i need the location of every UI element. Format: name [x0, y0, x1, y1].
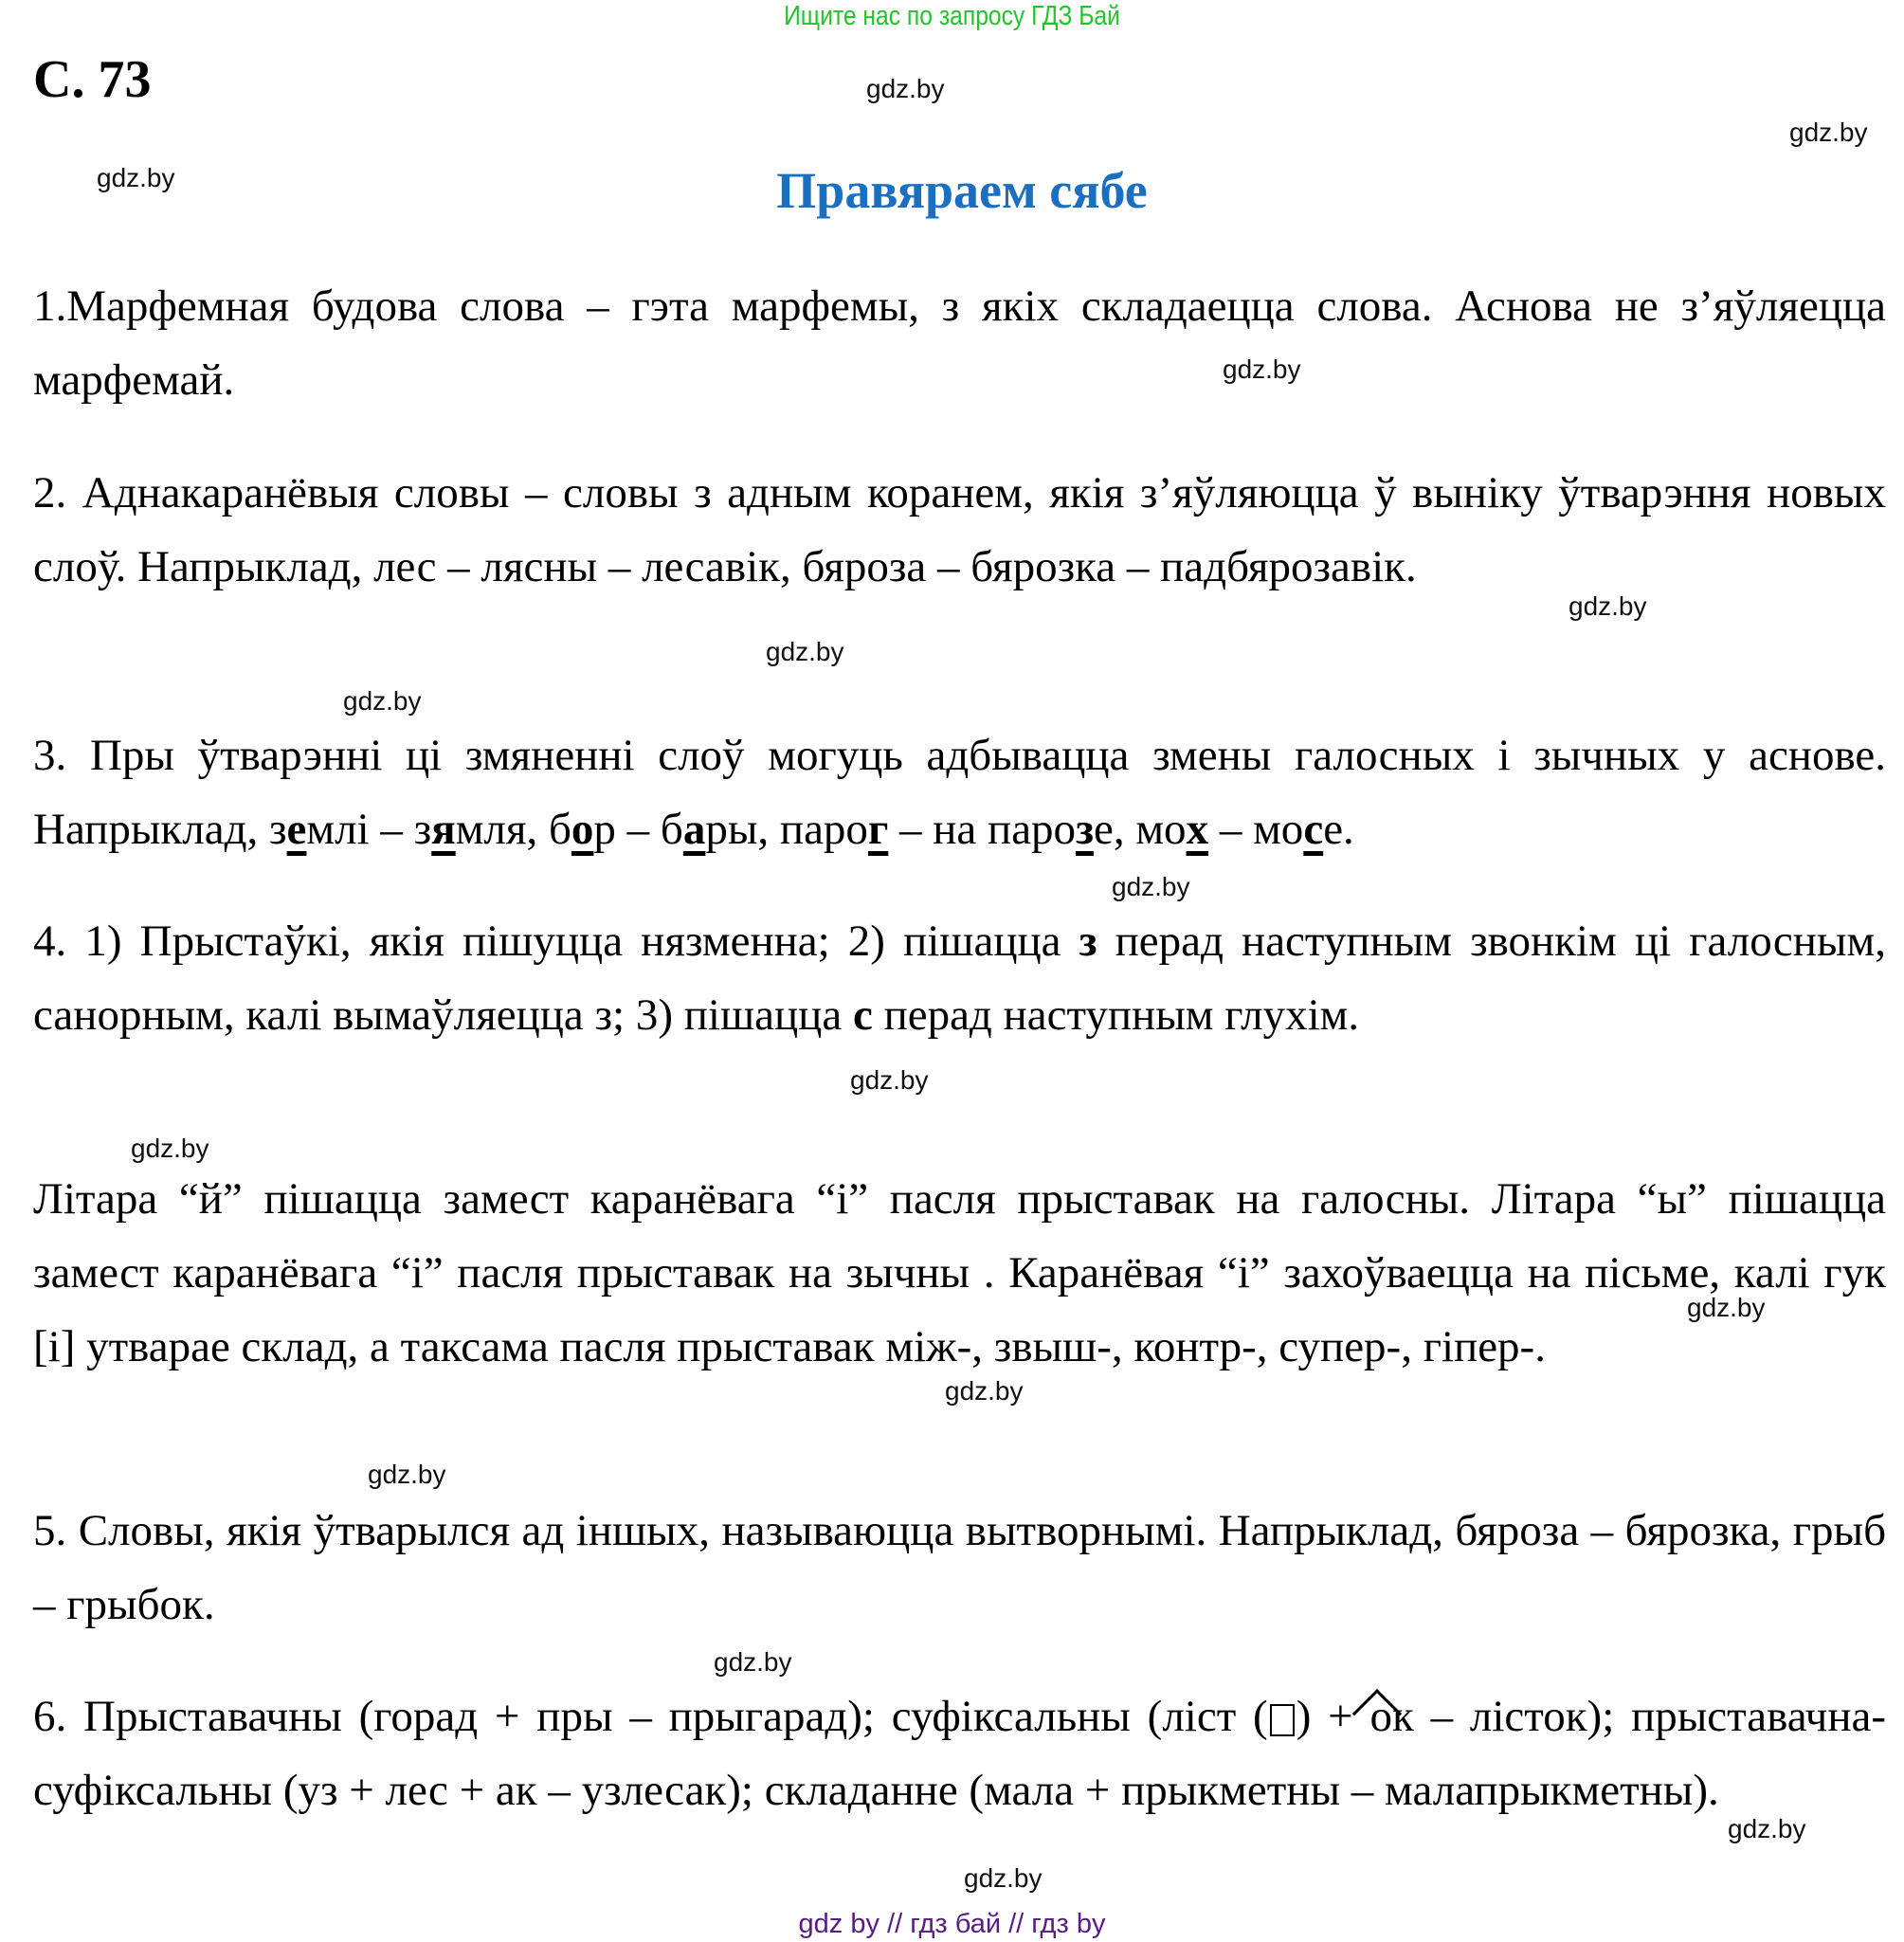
- answer-5: 5. Словы, якія ўтварылся ад іншых, называюцца вытворнымі. Напрыклад, бяроза – бярозка, грыб – грыбок.: [33, 1506, 1886, 1629]
- answer-6-text: ) +: [1296, 1692, 1370, 1741]
- watermark: gdz.by: [368, 1460, 446, 1489]
- changed-letter: г: [867, 805, 889, 854]
- suffix-mark: [1369, 1679, 1413, 1753]
- answer-6-text: – лісток); прыставачна-суфіксальны (уз + лес + ак – узлесак); складанне (мала + прыкметны – малапрыкметны).: [33, 1692, 1886, 1815]
- changed-letter: с: [1303, 805, 1324, 854]
- zero-ending-icon: [1270, 1704, 1295, 1736]
- watermark: gdz.by: [766, 637, 844, 666]
- example-text: млі – з: [306, 805, 432, 854]
- changed-letter: о: [571, 805, 594, 854]
- watermark: gdz.by: [866, 74, 945, 103]
- answer-1: 1.Марфемная будова слова – гэта марфемы, з якіх складаецца слова. Аснова не з’яўляецца марфемай.: [33, 281, 1886, 405]
- watermark: gdz.by: [945, 1376, 1024, 1406]
- example-text: – мо: [1208, 805, 1304, 854]
- changed-letter: х: [1186, 805, 1209, 854]
- answer-3: [33, 718, 1886, 866]
- changed-letter: е: [286, 805, 307, 854]
- answer-6: [33, 1679, 1886, 1827]
- answer-4-text: перад наступным звонкім ці галосным, санорным, калі вымаўляецца з; 3) пішацца: [33, 917, 1887, 1040]
- page-title: Правяраем сябе: [776, 162, 1148, 219]
- answer-6-text: 6. Прыставачны (горад + пры – прыгарад); суфіксальны (ліст (: [33, 1692, 1268, 1741]
- answer-3-intro: 3. Пры ўтварэнні ці змяненні слоў могуць адбывацца змены галосных і зычных у аснове. Напрыклад, з: [33, 731, 1886, 854]
- watermark: gdz.by: [1789, 118, 1868, 147]
- watermark: gdz.by: [343, 686, 422, 716]
- watermark: gdz.by: [1687, 1293, 1766, 1322]
- watermark: gdz.by: [714, 1647, 792, 1677]
- example-text: ры, паро: [705, 805, 868, 854]
- footer-links[interactable]: gdz by // гдз бай // гдз by: [798, 1909, 1106, 1939]
- bold-letter: з: [1079, 917, 1097, 966]
- watermark: gdz.by: [850, 1065, 929, 1095]
- example-text: е.: [1323, 805, 1354, 854]
- bold-letter: с: [852, 990, 873, 1040]
- search-banner[interactable]: Ищите нас по запросу ГДЗ Бай: [784, 1, 1120, 31]
- changed-letter: я: [431, 805, 456, 854]
- example-text: е, мо: [1093, 805, 1187, 854]
- answer-4-letters: Літара “й” пішацца замест каранёвага “і” пасля прыставак на галосны. Літара “ы” пішацца замест каранёвага “і” пасля прыставак на зычны . Каранёвая “і” захоўваецца на пісьме, калі гук [і] утварае склад, а таксама пасля прыставак між-, звыш-, контр-, супер-, гіпер-.: [33, 1174, 1886, 1371]
- answer-4-text: перад наступным глухім.: [872, 990, 1360, 1040]
- page-number: С. 73: [33, 50, 152, 109]
- suffix-text: ок: [1369, 1692, 1414, 1741]
- watermark: gdz.by: [97, 163, 175, 192]
- changed-letter: з: [1076, 805, 1094, 854]
- answer-4: [33, 904, 1886, 1052]
- watermark: gdz.by: [1223, 354, 1301, 384]
- watermark: gdz.by: [1112, 872, 1190, 901]
- answer-2: 2. Аднакаранёвыя словы – словы з адным коранем, якія з’яўляюцца ў выніку ўтварэння новых слоў. Напрыклад, лес – лясны – лесавік, бяроза – бярозка – падбярозавік.: [33, 468, 1886, 591]
- example-text: – на паро: [888, 805, 1077, 854]
- example-text: мля, б: [455, 805, 571, 854]
- watermark: gdz.by: [131, 1134, 209, 1163]
- watermark: gdz.by: [1728, 1814, 1806, 1843]
- watermark: gdz.by: [1569, 591, 1647, 621]
- answer-4-text: 4. 1) Прыстаўкі, якія пішуцца нязменна; 2) пішацца: [33, 917, 1079, 966]
- example-text: р – б: [593, 805, 683, 854]
- watermark: gdz.by: [964, 1863, 1043, 1893]
- changed-letter: а: [682, 805, 706, 854]
